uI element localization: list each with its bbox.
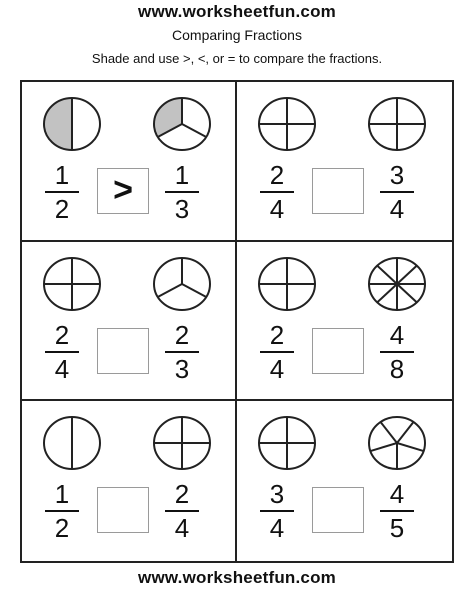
fraction-circle-right[interactable] xyxy=(152,415,212,471)
comparison-answer-box[interactable]: > xyxy=(97,168,149,214)
fraction-left xyxy=(42,320,82,384)
denominator: 4 xyxy=(269,353,285,384)
numerator: 3 xyxy=(269,479,285,510)
fraction-circle-left[interactable] xyxy=(42,96,102,152)
fraction-circle-right[interactable] xyxy=(152,256,212,312)
fraction-bar xyxy=(165,351,199,353)
fraction-left xyxy=(257,320,297,384)
numerator: 4 xyxy=(389,479,405,510)
problem-cell xyxy=(22,242,237,402)
fraction-left xyxy=(257,479,297,543)
site-url-footer: www.worksheetfun.com xyxy=(138,568,336,587)
fraction-circle-left[interactable] xyxy=(257,96,317,152)
worksheet-title: Comparing Fractions xyxy=(172,27,302,43)
divider-line xyxy=(381,422,397,443)
numerator: 4 xyxy=(389,319,405,350)
divider-line xyxy=(182,124,206,137)
worksheet-instructions: Shade and use >, <, or = to compare the fractions. xyxy=(91,51,383,66)
problem-cell xyxy=(237,82,452,242)
denominator: 4 xyxy=(269,194,285,224)
fraction-bar xyxy=(45,510,79,512)
problem-cell xyxy=(22,401,237,561)
fraction-circle-left[interactable] xyxy=(257,415,317,471)
fraction-circle-left[interactable] xyxy=(42,415,102,471)
fraction-bar xyxy=(260,510,294,512)
comparison-answer-box[interactable] xyxy=(312,168,364,214)
fraction-right xyxy=(162,320,202,384)
numerator: 2 xyxy=(269,160,285,190)
denominator: 2 xyxy=(54,194,70,224)
shaded-sector xyxy=(44,98,72,150)
fraction-circle-right[interactable] xyxy=(367,96,427,152)
comparison-answer-box[interactable] xyxy=(312,487,364,533)
fraction-circle-left[interactable] xyxy=(257,256,317,312)
fraction-circle-right[interactable] xyxy=(152,96,212,152)
denominator: 3 xyxy=(174,194,190,224)
fraction-circle-right[interactable] xyxy=(367,256,427,312)
site-url-header: www.worksheetfun.com xyxy=(138,2,336,21)
divider-line xyxy=(182,284,206,297)
denominator: 2 xyxy=(54,513,70,544)
fraction-bar xyxy=(380,351,414,353)
numerator: 2 xyxy=(174,319,190,350)
divider-line xyxy=(397,443,424,451)
problem-cell xyxy=(237,242,452,402)
fraction-right xyxy=(377,479,417,543)
fraction-left xyxy=(42,160,82,224)
fraction-bar xyxy=(165,191,199,193)
fraction-circle-right[interactable] xyxy=(367,415,427,471)
numerator: 1 xyxy=(54,160,70,190)
divider-line xyxy=(397,265,417,283)
comparison-answer-box[interactable] xyxy=(97,487,149,533)
numerator: 3 xyxy=(389,160,405,190)
numerator: 2 xyxy=(54,319,70,350)
fraction-bar xyxy=(45,351,79,353)
comparison-answer-box[interactable] xyxy=(97,328,149,374)
divider-line xyxy=(397,422,413,443)
problem-cell xyxy=(22,82,237,242)
divider-line xyxy=(397,284,417,302)
fraction-bar xyxy=(260,351,294,353)
divider-line xyxy=(370,443,397,451)
fraction-left xyxy=(257,160,297,224)
denominator: 4 xyxy=(174,513,190,544)
numerator: 1 xyxy=(174,160,190,190)
denominator: 5 xyxy=(389,513,405,544)
denominator: 3 xyxy=(174,353,190,384)
divider-line xyxy=(377,284,397,302)
fraction-bar xyxy=(45,191,79,193)
denominator: 4 xyxy=(54,353,70,384)
comparison-answer-box[interactable] xyxy=(312,328,364,374)
problem-grid xyxy=(20,80,454,563)
denominator: 8 xyxy=(389,353,405,384)
fraction-right xyxy=(162,160,202,224)
fraction-circle-left[interactable] xyxy=(42,256,102,312)
fraction-bar xyxy=(165,510,199,512)
fraction-right xyxy=(377,160,417,224)
numerator: 2 xyxy=(269,319,285,350)
fraction-left xyxy=(42,479,82,543)
fraction-right xyxy=(162,479,202,543)
divider-line xyxy=(158,284,182,297)
fraction-bar xyxy=(260,191,294,193)
fraction-bar xyxy=(380,510,414,512)
denominator: 4 xyxy=(389,194,405,224)
numerator: 2 xyxy=(174,479,190,510)
numerator: 1 xyxy=(54,479,70,510)
denominator: 4 xyxy=(269,513,285,544)
fraction-right xyxy=(377,320,417,384)
divider-line xyxy=(377,265,397,283)
problem-cell xyxy=(237,401,452,561)
fraction-bar xyxy=(380,191,414,193)
